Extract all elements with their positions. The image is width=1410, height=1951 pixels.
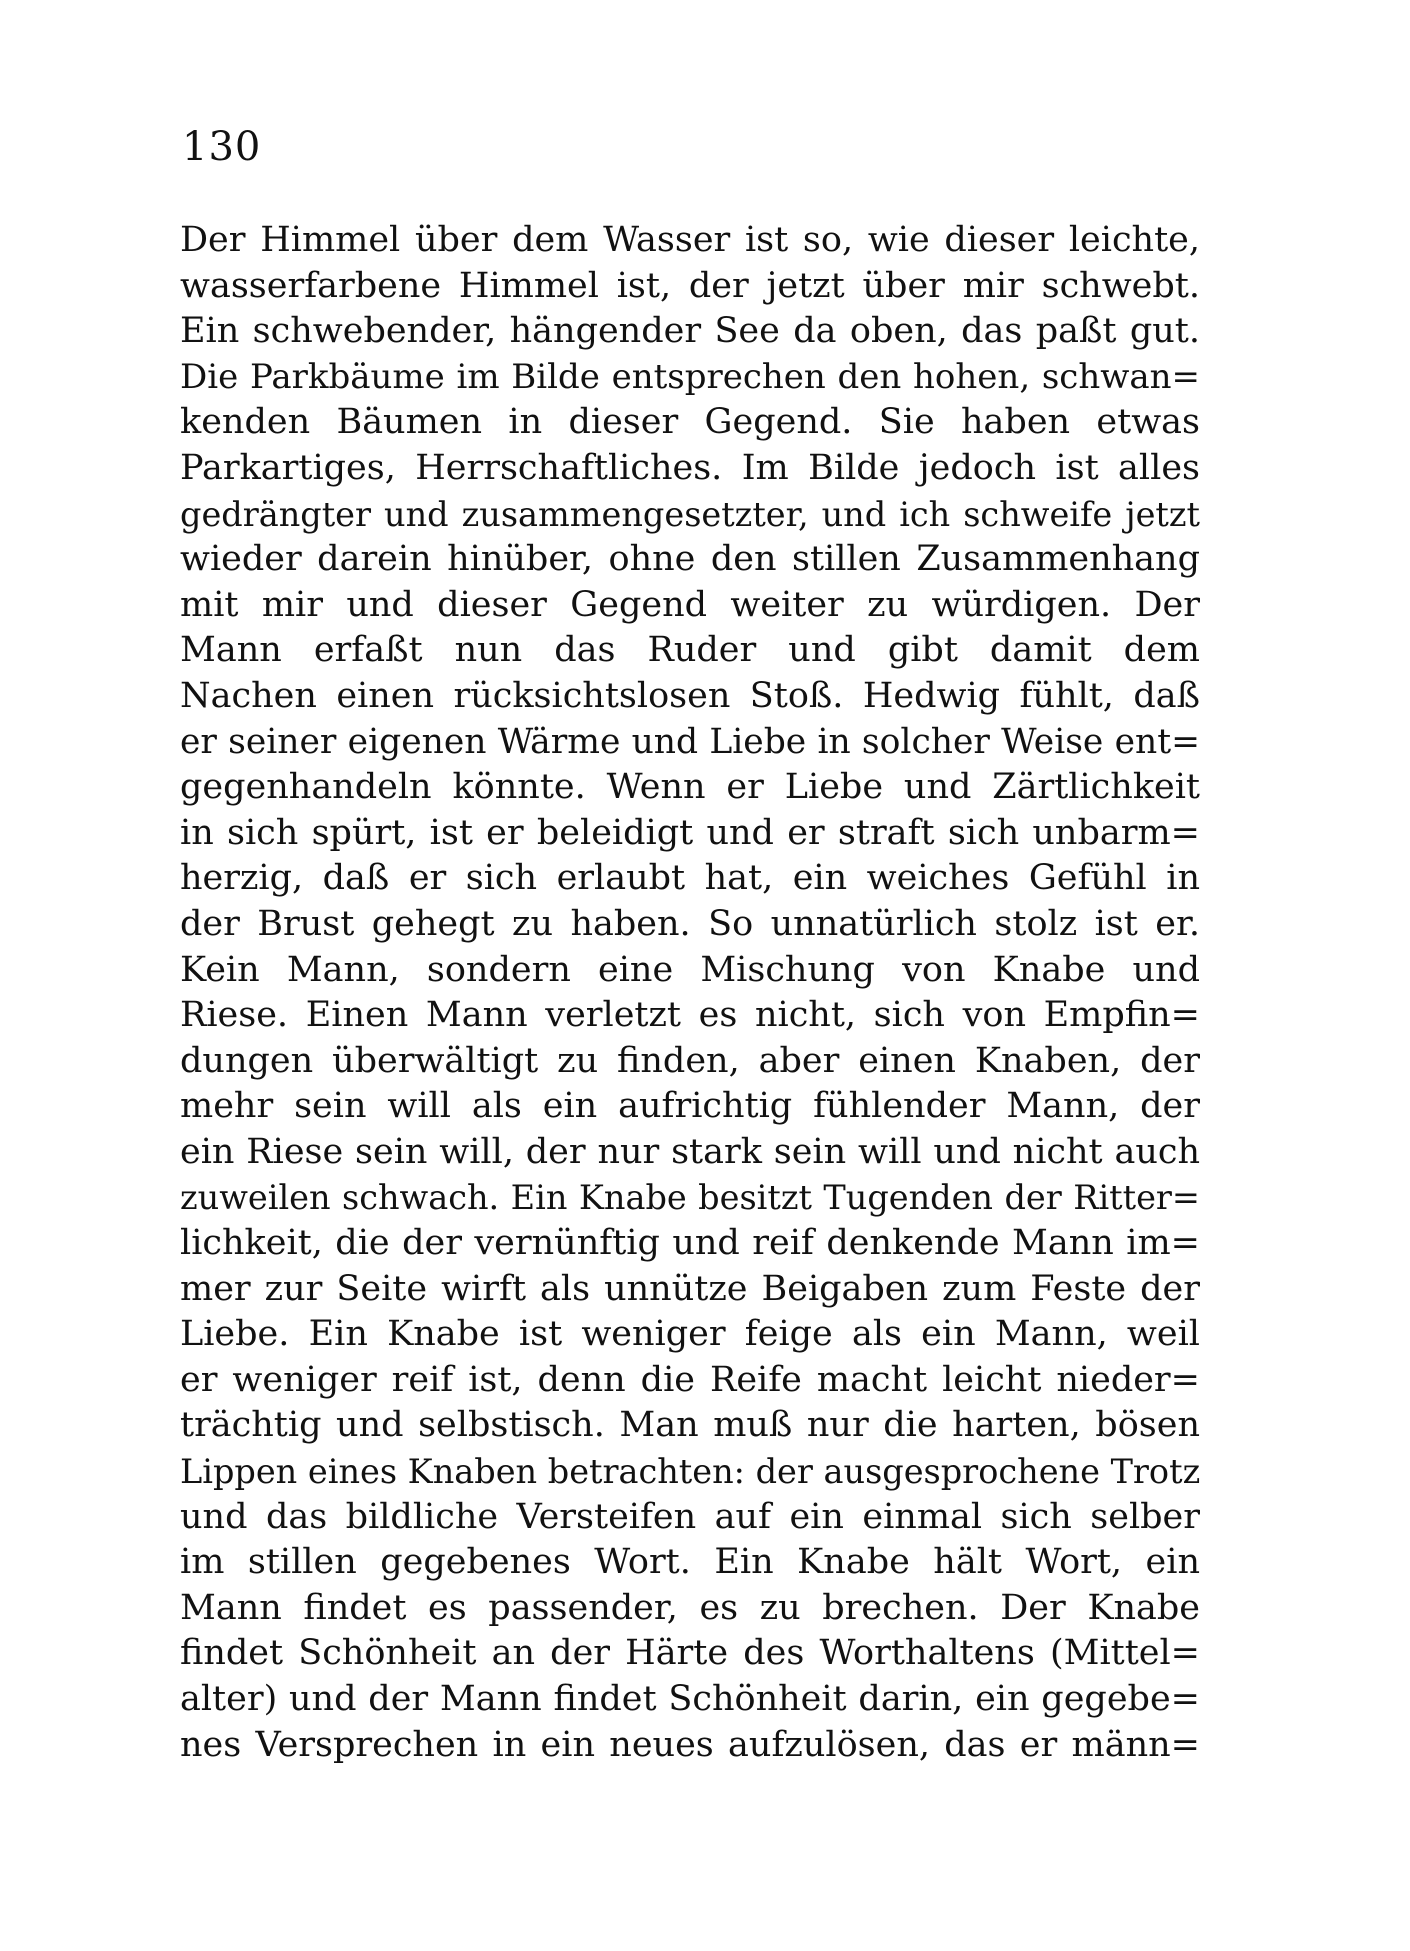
text-line: Kein Mann, sondern eine Mischung von Knabe und [180,949,1200,990]
text-line: findet Schönheit an der Härte des Worthaltens (Mittel= [180,1633,1200,1674]
text-line: wieder darein hinüber, ohne den stillen Zusammenhang [180,539,1200,580]
text-line: mehr sein will als ein aufrichtig fühlender Mann, der [180,1086,1200,1127]
text-line: Die Parkbäume im Bilde entsprechen den hohen, schwan= [180,356,1200,397]
text-line: Parkartiges, Herrschaftliches. Im Bilde jedoch ist alles [180,447,1200,488]
text-line: im stillen gegebenes Wort. Ein Knabe hält Wort, ein [180,1542,1200,1583]
text-line: Liebe. Ein Knabe ist weniger feige als ein Mann, weil [180,1314,1200,1355]
text-line: der Brust gehegt zu haben. So unnatürlich stolz ist er. [180,903,1200,944]
text-line: wasserfarbene Himmel ist, der jetzt über mir schwebt. [180,265,1200,306]
body-text [180,218,1200,1768]
text-line: zuweilen schwach. Ein Knabe besitzt Tugenden der Ritter= [180,1178,1200,1218]
text-line: herzig, daß er sich erlaubt hat, ein weiches Gefühl in [180,858,1200,899]
text-line: alter) und der Mann findet Schönheit darin, ein gegebe= [180,1679,1200,1719]
text-line: in sich spürt, ist er beleidigt und er straft sich unbarm= [180,812,1200,853]
text-line: Mann erfaßt nun das Ruder und gibt damit dem [180,630,1200,671]
text-line: Mann findet es passender, es zu brechen. Der Knabe [180,1587,1200,1628]
text-line: mer zur Seite wirft als unnütze Beigaben zum Feste der [180,1268,1200,1309]
text-line: kenden Bäumen in dieser Gegend. Sie haben etwas [180,402,1200,443]
page-number: 130 [182,124,262,170]
text-line: Riese. Einen Mann verletzt es nicht, sich von Empfin= [180,995,1200,1036]
text-line: Nachen einen rücksichtslosen Stoß. Hedwig fühlt, daß [180,675,1200,716]
text-line: Ein schwebender, hängender See da oben, das paßt gut. [180,311,1200,352]
text-line: lichkeit, die der vernünftig und reif denkende Mann im= [180,1223,1200,1264]
text-line: gegenhandeln könnte. Wenn er Liebe und Zärtlichkeit [180,767,1200,808]
text-line: er seiner eigenen Wärme und Liebe in solcher Weise ent= [180,721,1200,762]
text-line: gedrängter und zusammengesetzter, und ich schweife jetzt [180,494,1200,534]
text-line: mit mir und dieser Gegend weiter zu würdigen. Der [180,584,1200,625]
text-line: Lippen eines Knaben betrachten: der ausgesprochene Trotz [180,1452,1200,1492]
text-line: ein Riese sein will, der nur stark sein will und nicht auch [180,1131,1200,1172]
text-line: und das bildliche Versteifen auf ein einmal sich selber [180,1496,1200,1537]
text-line: trächtig und selbstisch. Man muß nur die harten, bösen [180,1405,1200,1446]
text-line: Der Himmel über dem Wasser ist so, wie dieser leichte, [180,220,1200,260]
text-line: er weniger reif ist, denn die Reife macht leicht nieder= [180,1359,1200,1400]
text-line: nes Versprechen in ein neues aufzulösen, das er männ= [180,1724,1200,1765]
text-line: dungen überwältigt zu finden, aber einen Knaben, der [180,1040,1200,1081]
